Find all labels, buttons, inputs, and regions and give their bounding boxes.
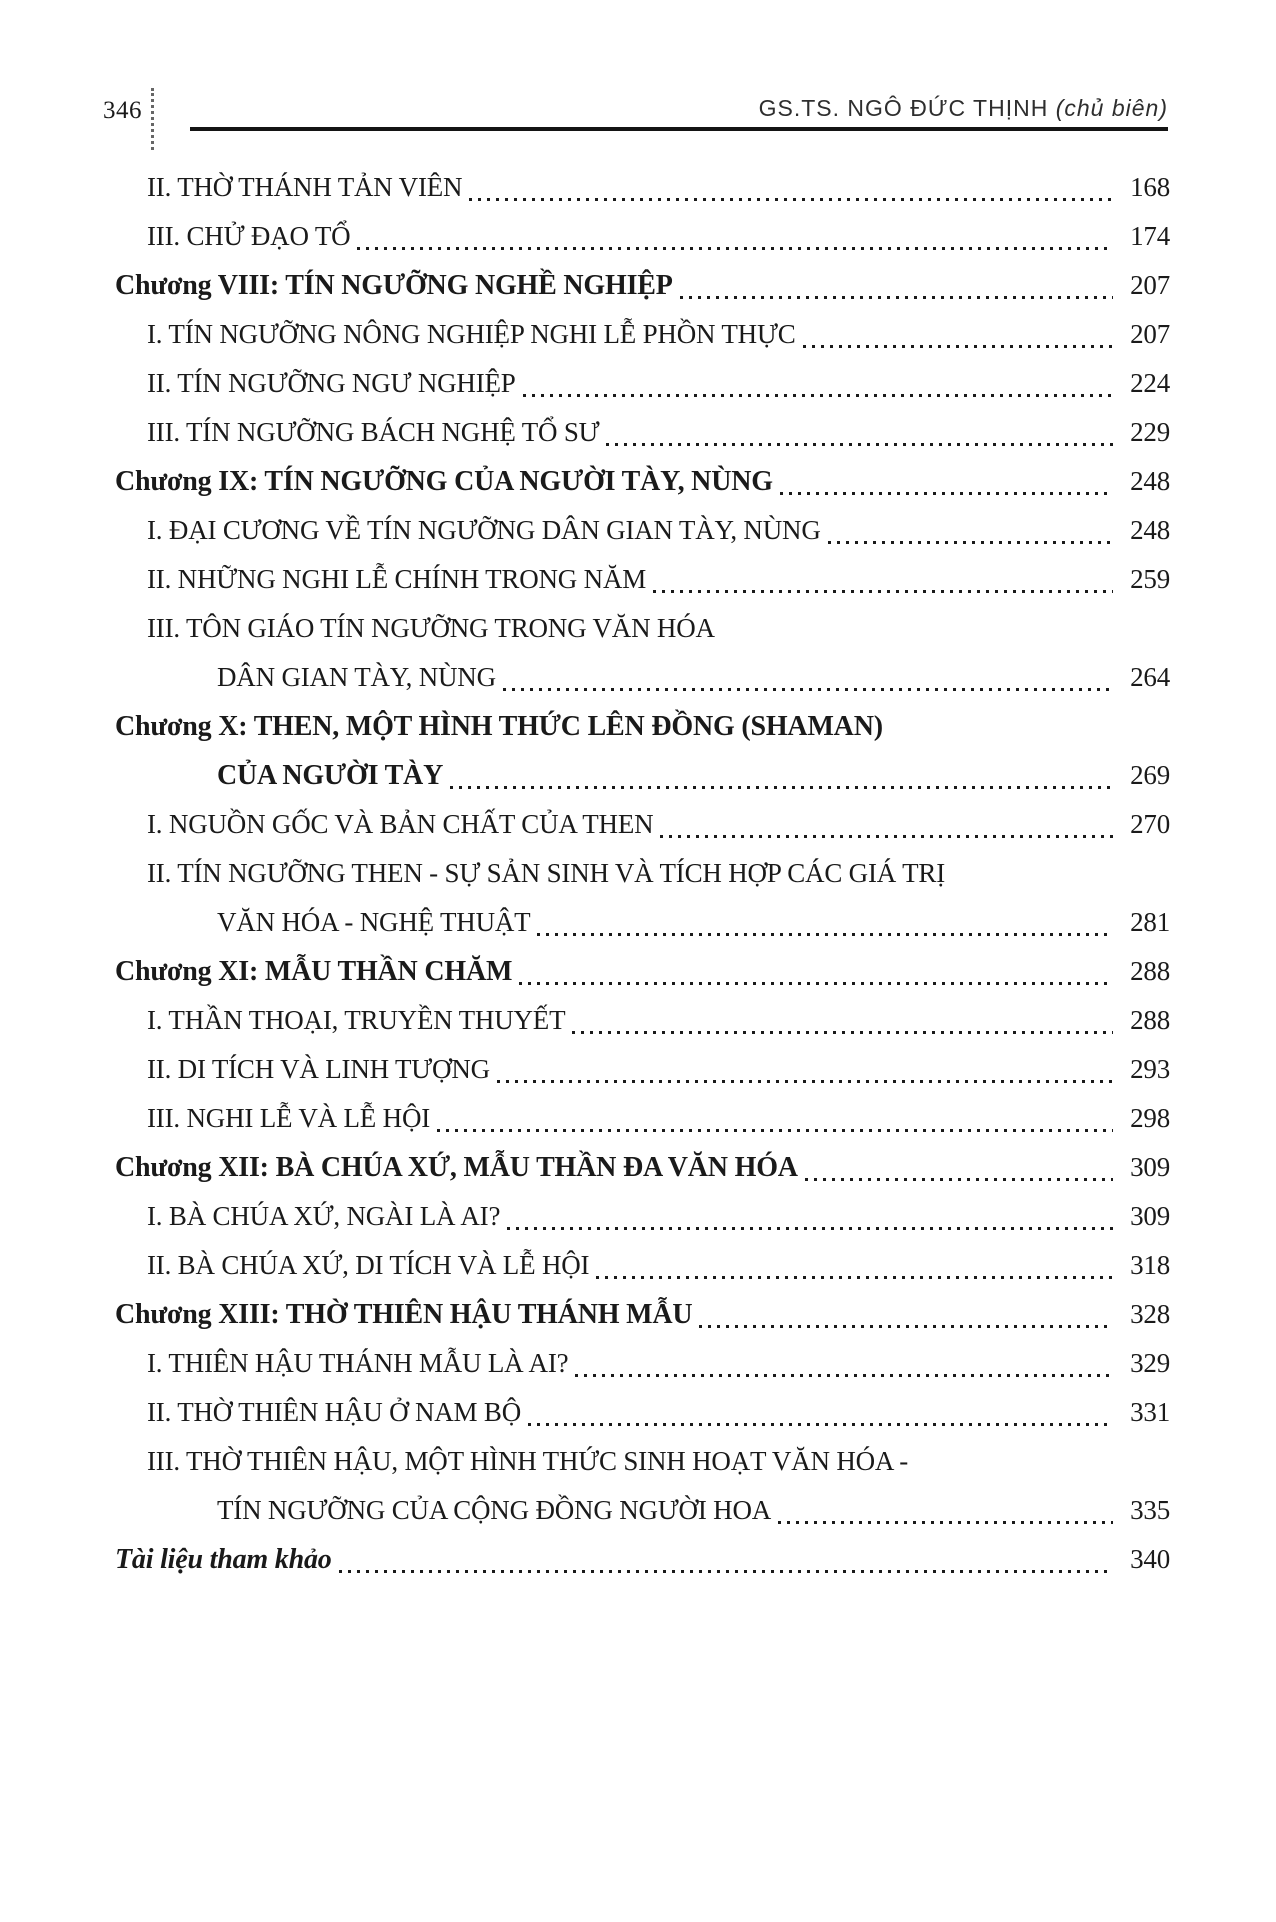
toc-entry	[115, 506, 1170, 555]
toc-entry-page-number: 207	[1130, 319, 1170, 349]
toc-entry-title: I. THẦN THOẠI, TRUYỀN THUYẾT	[147, 1005, 566, 1035]
toc-entry-page-number: 207	[1130, 270, 1170, 300]
toc-entry	[115, 1143, 1170, 1192]
toc-entry-page-number: 335	[1130, 1495, 1170, 1525]
toc-entry-page-number: 309	[1130, 1201, 1170, 1231]
toc-entry-title: I. THIÊN HẬU THÁNH MẪU LÀ AI?	[147, 1348, 569, 1378]
toc-entry-page-number: 298	[1130, 1103, 1170, 1133]
toc-entry-title: I. NGUỒN GỐC VÀ BẢN CHẤT CỦA THEN	[147, 809, 654, 839]
toc-entry-page-number: 329	[1130, 1348, 1170, 1378]
toc-entry	[115, 947, 1170, 996]
toc-entry-title: II. THỜ THÁNH TẢN VIÊN	[147, 172, 463, 202]
page-number-folio: 346	[103, 97, 142, 124]
toc-entry-page-number: 269	[1130, 760, 1170, 790]
dot-leader	[565, 996, 1118, 1045]
author-name: GS.TS. NGÔ ĐỨC THỊNH	[758, 95, 1056, 121]
dot-leader	[462, 163, 1118, 212]
toc-entry-title: Chương XI: MẪU THẦN CHĂM	[115, 956, 513, 987]
toc-entry-title: II. THỜ THIÊN HẬU Ở NAM BỘ	[147, 1397, 522, 1427]
toc-entry	[115, 1241, 1170, 1290]
toc-entry-title: III. CHỬ ĐẠO TỔ	[147, 221, 351, 251]
toc-entry	[115, 1192, 1170, 1241]
folio-dotted-divider	[151, 88, 154, 150]
toc-entry-page-number: 340	[1130, 1544, 1170, 1574]
dot-leader	[646, 555, 1118, 604]
toc-entry-page-number: 259	[1130, 564, 1170, 594]
toc-entry-title: Chương XII: BÀ CHÚA XỨ, MẪU THẦN ĐA VĂN HÓA	[115, 1152, 798, 1183]
toc-entry-page-number: 264	[1130, 662, 1170, 692]
toc-entry-title: III. NGHI LỄ VÀ LỄ HỘI	[147, 1103, 431, 1133]
toc-entry	[115, 1535, 1170, 1584]
toc-entry-page-number: 168	[1130, 172, 1170, 202]
toc-entry-title: CỦA NGƯỜI TÀY	[217, 760, 444, 791]
toc-entry	[115, 1045, 1170, 1094]
toc-entry-title: II. TÍN NGƯỠNG NGƯ NGHIỆP	[147, 368, 516, 398]
toc-entry-page-number: 331	[1130, 1397, 1170, 1427]
toc-entry	[115, 261, 1170, 310]
toc-list	[115, 163, 1170, 1584]
toc-entry-title: I. TÍN NGƯỠNG NÔNG NGHIỆP NGHI LỄ PHỒN THỰC	[147, 319, 796, 349]
toc-entry-title: Chương VIII: TÍN NGƯỠNG NGHỀ NGHIỆP	[115, 270, 673, 301]
toc-entry	[115, 310, 1170, 359]
toc-entry-title: II. TÍN NGƯỠNG THEN - SỰ SẢN SINH VÀ TÍCH HỢP CÁC GIÁ TRỊ	[147, 858, 946, 888]
dot-leader	[496, 653, 1118, 702]
dot-leader	[589, 1241, 1118, 1290]
toc-entry	[115, 604, 1170, 702]
running-header-author	[759, 95, 1168, 122]
author-role: (chủ biên)	[1055, 95, 1168, 121]
dot-leader	[443, 751, 1118, 800]
toc-entry-page-number: 248	[1130, 515, 1170, 545]
toc-entry	[115, 1094, 1170, 1143]
toc-entry-page-number: 309	[1130, 1152, 1170, 1182]
toc-entry	[115, 800, 1170, 849]
dot-leader	[530, 898, 1118, 947]
toc-entry-page-number: 288	[1130, 956, 1170, 986]
dot-leader	[332, 1535, 1118, 1584]
dot-leader	[512, 947, 1118, 996]
dot-leader	[773, 457, 1118, 506]
toc-entry	[115, 212, 1170, 261]
toc-entry	[115, 1437, 1170, 1535]
dot-leader	[821, 506, 1118, 555]
dot-leader	[430, 1094, 1118, 1143]
toc-entry-title: I. BÀ CHÚA XỨ, NGÀI LÀ AI?	[147, 1201, 501, 1231]
dot-leader	[490, 1045, 1118, 1094]
toc-entry-title: TÍN NGƯỠNG CỦA CỘNG ĐỒNG NGƯỜI HOA	[217, 1495, 772, 1525]
dot-leader	[653, 800, 1118, 849]
header-rule	[190, 127, 1168, 131]
toc-entry	[115, 1339, 1170, 1388]
toc-entry-title: II. BÀ CHÚA XỨ, DI TÍCH VÀ LỄ HỘI	[147, 1250, 590, 1280]
dot-leader	[692, 1290, 1118, 1339]
toc-entry-title: Chương XIII: THỜ THIÊN HẬU THÁNH MẪU	[115, 1299, 693, 1330]
toc-entry-title: VĂN HÓA - NGHỆ THUẬT	[217, 907, 531, 937]
dot-leader	[771, 1486, 1118, 1535]
toc-entry-title: II. DI TÍCH VÀ LINH TƯỢNG	[147, 1054, 490, 1084]
toc-entry	[115, 1290, 1170, 1339]
dot-leader	[350, 212, 1118, 261]
toc-entry-title: Chương IX: TÍN NGƯỠNG CỦA NGƯỜI TÀY, NÙNG	[115, 466, 773, 497]
toc-entry-page-number: 224	[1130, 368, 1170, 398]
toc-entry-title: III. TÍN NGƯỠNG BÁCH NGHỆ TỔ SƯ	[147, 417, 600, 447]
toc-entry-title: II. NHỮNG NGHI LỄ CHÍNH TRONG NĂM	[147, 564, 647, 594]
toc-entry-page-number: 288	[1130, 1005, 1170, 1035]
toc-entry-page-number: 281	[1130, 907, 1170, 937]
toc-entry-title: Tài liệu tham khảo	[115, 1544, 332, 1575]
toc-entry	[115, 1388, 1170, 1437]
toc-entry	[115, 408, 1170, 457]
dot-leader	[568, 1339, 1118, 1388]
toc-entry-page-number: 270	[1130, 809, 1170, 839]
toc-entry-page-number: 293	[1130, 1054, 1170, 1084]
dot-leader	[599, 408, 1118, 457]
toc-entry-title: DÂN GIAN TÀY, NÙNG	[217, 662, 496, 692]
toc-entry	[115, 359, 1170, 408]
toc-entry	[115, 457, 1170, 506]
dot-leader	[521, 1388, 1118, 1437]
toc-entry-title: III. THỜ THIÊN HẬU, MỘT HÌNH THỨC SINH HOẠT VĂN HÓA -	[147, 1446, 909, 1476]
toc-entry-page-number: 318	[1130, 1250, 1170, 1280]
dot-leader	[516, 359, 1118, 408]
toc-entry	[115, 702, 1170, 800]
dot-leader	[796, 310, 1118, 359]
toc-entry-page-number: 229	[1130, 417, 1170, 447]
toc-entry-title: I. ĐẠI CƯƠNG VỀ TÍN NGƯỠNG DÂN GIAN TÀY, NÙNG	[147, 515, 821, 545]
toc-entry-title: Chương X: THEN, MỘT HÌNH THỨC LÊN ĐỒNG (SHAMAN)	[115, 711, 883, 742]
toc-entry	[115, 163, 1170, 212]
toc-entry-title: III. TÔN GIÁO TÍN NGƯỠNG TRONG VĂN HÓA	[147, 613, 715, 643]
toc-entry	[115, 555, 1170, 604]
dot-leader	[500, 1192, 1118, 1241]
toc-entry-page-number: 174	[1130, 221, 1170, 251]
dot-leader	[798, 1143, 1118, 1192]
dot-leader	[673, 261, 1118, 310]
toc-entry	[115, 996, 1170, 1045]
toc-entry	[115, 849, 1170, 947]
toc-entry-page-number: 248	[1130, 466, 1170, 496]
toc-entry-page-number: 328	[1130, 1299, 1170, 1329]
